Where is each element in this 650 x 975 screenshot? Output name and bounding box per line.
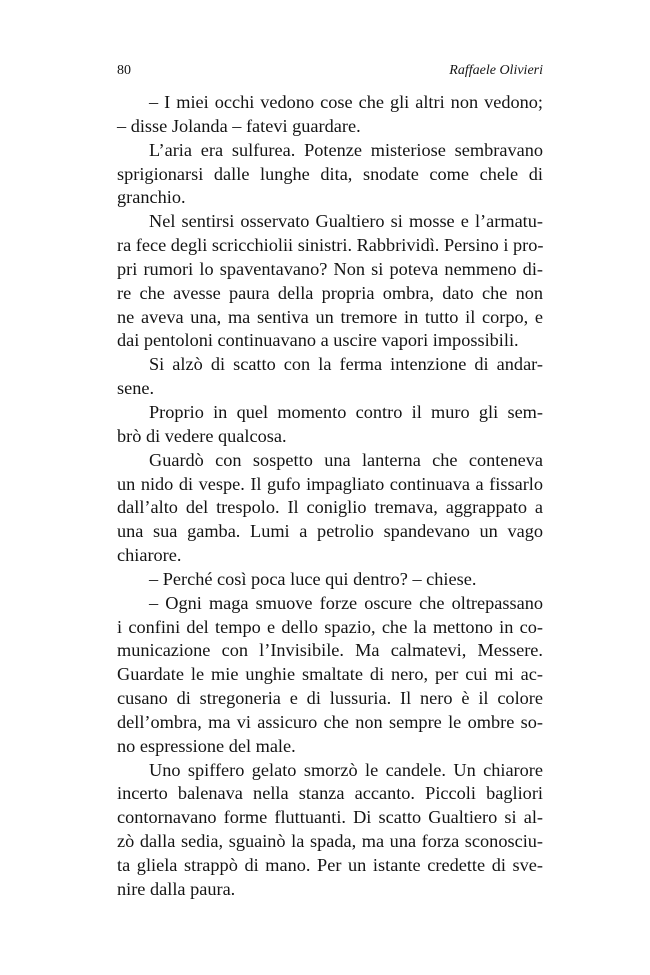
running-head-author: Raffaele Olivieri	[449, 63, 543, 78]
text-line: nire dalla paura.	[117, 878, 236, 899]
text-line: dell’ombra, ma vi assicuro che non sempre le ombre so-	[117, 711, 543, 732]
text-line: un nido di vespe. Il gufo impagliato continuava a fissarlo	[117, 473, 543, 494]
text-line: incerto balenava nella stanza accanto. Piccoli bagliori	[117, 783, 543, 804]
text-line: contornavano forme fluttuanti. Di scatto Gualtiero si al-	[117, 807, 543, 828]
text-line: Nel sentirsi osservato Gualtiero si mosse e l’armatu-	[149, 211, 543, 232]
text-line: Uno spiffero gelato smorzò le candele. Un chiarore	[149, 759, 543, 780]
text-line: re che avesse paura della propria ombra, dato che non	[117, 282, 543, 303]
text-line: – disse Jolanda – fatevi guardare.	[117, 115, 361, 136]
body-text	[117, 91, 543, 902]
text-line: granchio.	[117, 187, 186, 208]
text-line: ra fece degli scricchiolii sinistri. Rabbrividì. Persino i pro-	[117, 235, 544, 256]
text-line: cusano di stregoneria e di lussuria. Il nero è il colore	[117, 688, 543, 709]
text-line: Proprio in quel momento contro il muro gli sem-	[149, 401, 543, 422]
text-line: – I miei occhi vedono cose che gli altri non vedono;	[149, 92, 543, 112]
text-line: – Perché così poca luce qui dentro? – chiese.	[149, 568, 477, 589]
page-number: 80	[117, 63, 131, 78]
text-line: no espressione del male.	[117, 735, 296, 756]
text-line: sene.	[117, 378, 155, 399]
text-line: pri rumori lo spaventavano? Non si poteva nemmeno di-	[117, 258, 543, 279]
text-line: sprigionarsi dalle lunghe dita, snodate come chele di	[117, 163, 543, 184]
text-line: ne aveva una, ma sentiva un tremore in tutto il corpo, e	[117, 306, 543, 327]
text-line: ta gliela strappò di mano. Per un istante credette di sve-	[117, 855, 543, 875]
text-line: zò dalla sedia, sguainò la spada, ma una forza sconosciu-	[117, 831, 543, 852]
text-line: dall’alto del trespolo. Il coniglio tremava, aggrappato a	[117, 497, 543, 518]
text-line: brò di vedere qualcosa.	[117, 425, 287, 446]
text-line: Si alzò di scatto con la ferma intenzione di andar-	[149, 354, 543, 375]
text-line: municazione con l’Invisibile. Ma calmatevi, Messere.	[117, 640, 543, 661]
text-line: L’aria era sulfurea. Potenze misteriose sembravano	[149, 139, 543, 160]
text-line: i confini del tempo e dello spazio, che la mettono in co-	[117, 616, 543, 637]
text-line: Guardò con sospetto una lanterna che conteneva	[149, 449, 543, 470]
text-line: chiarore.	[117, 545, 182, 566]
text-line: Guardate le mie unghie smaltate di nero, per cui mi ac-	[117, 664, 543, 685]
text-line: una sua gamba. Lumi a petrolio spandevano un vago	[117, 521, 543, 542]
text-line: dai pentoloni continuavano a uscire vapori impossibili.	[117, 330, 519, 351]
text-line: – Ogni maga smuove forze oscure che oltrepassano	[149, 592, 543, 613]
page-header	[117, 60, 543, 82]
